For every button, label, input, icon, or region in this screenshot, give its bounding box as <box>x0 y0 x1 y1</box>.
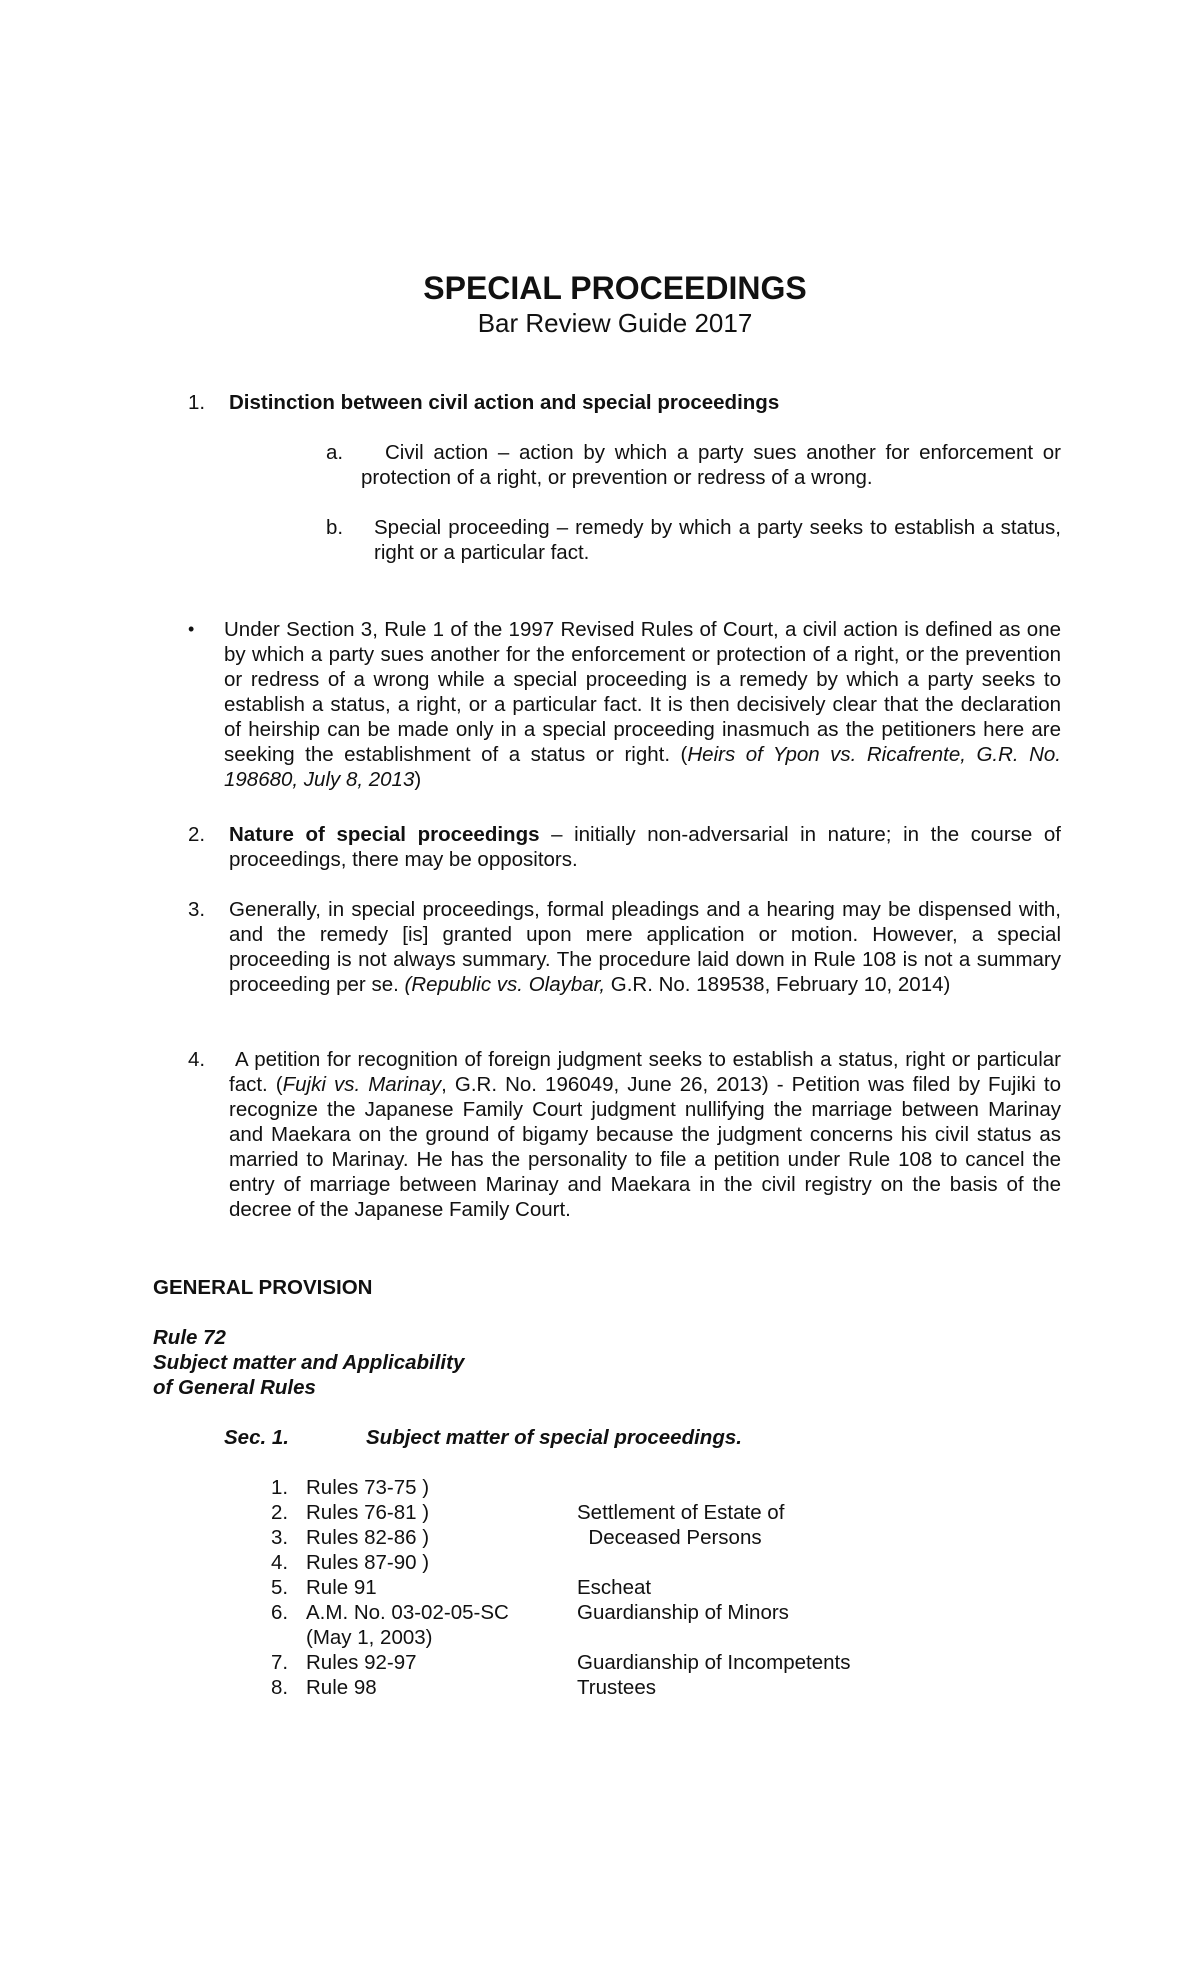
rule-number: Rule 72 <box>153 1326 226 1349</box>
general-provision-heading: GENERAL PROVISION <box>153 1276 373 1299</box>
bullet-marker: • <box>188 619 195 639</box>
rules-table-row <box>0 1475 1200 1500</box>
item-3-text: Generally, in special proceedings, formal pleadings and a hearing may be dispensed with, and the remedy [is] granted upon mere application or motion. However, a special proceeding is not always summary. The procedure laid down in Rule 108 is not a summary proceeding per se. <box>229 898 1061 996</box>
rules-table-number: 7. <box>271 1651 289 1674</box>
bullet-citation: Heirs of Ypon vs. Ricafrente, G.R. No. 198680, July 8, 2013 <box>224 743 1061 791</box>
rule-title-line-2: of General Rules <box>153 1376 316 1399</box>
rules-table-number: 8. <box>271 1676 289 1699</box>
rule-title-line-1: Subject matter and Applicability <box>153 1351 465 1374</box>
rules-table-subject: Escheat <box>577 1576 652 1599</box>
rules-table-number: 6. <box>271 1601 289 1624</box>
item-4-citation: Fujki vs. Marinay <box>282 1073 442 1096</box>
rules-table-rule: Rules 76-81 ) <box>306 1501 430 1524</box>
rules-table-number: 5. <box>271 1576 289 1599</box>
rules-table-subject: Guardianship of Incompetents <box>577 1651 851 1674</box>
rules-table-rule: Rules 87-90 ) <box>306 1551 430 1574</box>
item-1b-text: Special proceeding – remedy by which a party seeks to establish a status, right or a particular fact. <box>374 516 1061 564</box>
rules-table-row <box>0 1600 1200 1625</box>
item-1b-marker: b. <box>326 516 344 539</box>
rules-table-row <box>0 1650 1200 1675</box>
bullet-paragraph <box>224 617 1061 792</box>
item-1a-text: Civil action – action by which a party sues another for enforcement or protection of a right, or prevention or redress of a wrong. <box>361 441 1061 489</box>
rules-table-rule: Rules 92-97 <box>306 1651 417 1674</box>
item-3-paragraph <box>229 897 1061 997</box>
item-2-paragraph <box>229 822 1061 872</box>
rules-table-row <box>0 1625 1200 1650</box>
document-title: SPECIAL PROCEEDINGS <box>423 270 807 306</box>
rules-table-rule: Rule 91 <box>306 1576 377 1599</box>
rules-table-rule: Rules 73-75 ) <box>306 1476 430 1499</box>
item-1-number: 1. <box>188 391 206 414</box>
section-title: Subject matter of special proceedings. <box>366 1426 742 1449</box>
rules-table-subject: Settlement of Estate of <box>577 1501 785 1524</box>
rules-table-row <box>0 1675 1200 1700</box>
item-4-text-a: A petition for recognition of foreign judgment seeks to establish a status, right or particular fact. ( <box>229 1048 1061 1096</box>
rules-table-row <box>0 1550 1200 1575</box>
item-3-number: 3. <box>188 898 206 921</box>
rules-table-rule: A.M. No. 03-02-05-SC <box>306 1601 509 1624</box>
item-3-citation-rest: G.R. No. 189538, February 10, 2014) <box>605 973 951 996</box>
item-2-text: – initially non-adversarial in nature; in the course of proceedings, there may be oppositors. <box>229 823 1061 871</box>
section-label: Sec. 1. <box>224 1426 289 1449</box>
item-4-text-b: , G.R. No. 196049, June 26, 2013) - Petition was filed by Fujiki to recognize the Japanese Family Court judgment nullifying the marriage between Marinay and Maekara on the ground of bigamy because the judgment concerns his civil status as married to Marinay. He has the personality to file a petition under Rule 108 to cancel the entry of marriage between Marinay and Maekara in the civil registry on the basis of the decree of the Japanese Family Court. <box>229 1073 1061 1221</box>
rules-table-row <box>0 1500 1200 1525</box>
item-2-heading: Nature of special proceedings <box>229 823 540 846</box>
item-2-number: 2. <box>188 823 206 846</box>
rules-table-row <box>0 1575 1200 1600</box>
rules-table-rule: (May 1, 2003) <box>306 1626 433 1649</box>
bullet-text: Under Section 3, Rule 1 of the 1997 Revised Rules of Court, a civil action is defined as one by which a party sues another for the enforcement or protection of a right, or the prevention or redress of a wrong while a special proceeding is a remedy by which a party seeks to establish a status, a right, or a particular fact. It is then decisively clear that the declaration of heirship can be made only in a special proceeding inasmuch as the petitioners here are seeking the establishment of a status or right. ( <box>224 618 1061 766</box>
rules-table-rule: Rules 82-86 ) <box>306 1526 430 1549</box>
rules-table-number: 4. <box>271 1551 289 1574</box>
rules-table-row <box>0 1525 1200 1550</box>
item-4-number: 4. <box>188 1048 206 1071</box>
rules-table-number: 3. <box>271 1526 289 1549</box>
rules-table-number: 2. <box>271 1501 289 1524</box>
rules-table-subject: Guardianship of Minors <box>577 1601 789 1624</box>
rules-table-number: 1. <box>271 1476 289 1499</box>
item-3-citation: (Republic vs. Olaybar, <box>404 973 606 996</box>
rules-table-rule: Rule 98 <box>306 1676 377 1699</box>
bullet-close: ) <box>414 768 422 791</box>
item-4-paragraph <box>229 1047 1061 1222</box>
rules-table-subject: Trustees <box>577 1676 656 1699</box>
item-1-heading: Distinction between civil action and special proceedings <box>229 391 780 414</box>
document-subtitle: Bar Review Guide 2017 <box>477 308 753 338</box>
item-1a-marker: a. <box>326 441 344 464</box>
rules-table-subject: Deceased Persons <box>577 1526 762 1549</box>
